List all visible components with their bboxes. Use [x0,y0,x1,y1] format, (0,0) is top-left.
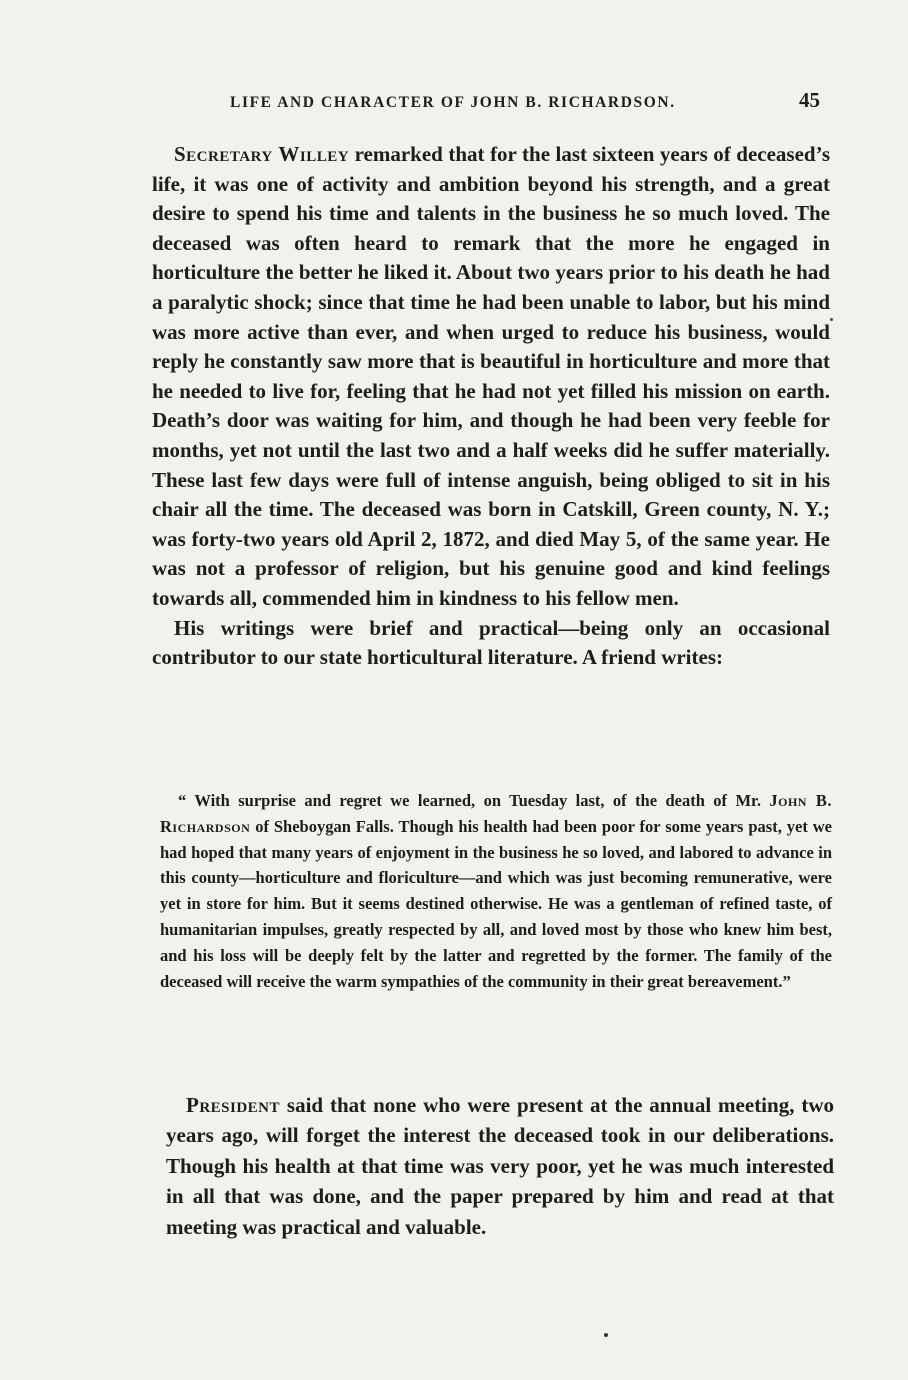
paragraph-writings: His writings were brief and practical—being only an occasional contributor to our state horticultural literature. A friend writes: [152,615,830,670]
quote-part-2: of Sheboygan Falls. Though his health had been poor for some years past, yet we had hoped that many years of enjoyment in the business he so loved, and labored to advance in this county—horticulture and floriculture—and which was just becoming remunerative, were yet in store for him. But it seems destined otherwise. He was a gentleman of refined taste, of humanitarian impulses, greatly respected by all, and loved most by those who knew him best, and his loss will be deeply felt by the latter and regretted by the former. The family of the deceased will receive the warm sympathies of the community in their great bereavement.” [160,816,832,991]
ink-speck [830,318,833,321]
paragraph-willey-text: remarked that for the last sixteen years of deceased’s life, it was one of activity and ambition beyond his strength, and a great desire to spend his time and talents in the business he so much loved. The deceased was often heard to remark that the more he engaged in horticulture the better he liked it. About two years prior to his death he had a paralytic shock; since that time he had been unable to labor, but his mind was more active than ever, and when urged to reduce his business, would reply he constantly saw more that is beautiful in horticulture and more that he needed to live for, feeling that he had not yet filled his mission on earth. Death’s door was waiting for him, and though he had been very feeble for months, yet not until the last two and a half weeks did he suffer materially. These last few days were full of intense anguish, being obliged to sit in his chair all the time. The deceased was born in Catskill, Green county, N. Y.; was forty-two years old April 2, 1872, and died May 5, of the same year. He was not a professor of religion, but his genuine good and kind feelings towards all, commended him in kindness to his fellow men. [152,142,830,610]
page-number: 45 [799,88,820,112]
quote-name: John B. Richardson [160,791,832,836]
body-text [152,140,830,673]
paragraph-president [166,1090,834,1242]
body-text-continued [166,1090,834,1242]
speaker-willey: Secretary Willey [174,142,350,166]
paragraph-president-text: said that none who were present at the annual meeting, two years ago, will forget the interest the deceased took in our deliberations. Though his health at that time was very poor, yet he was much interested in all that was done, and the paper prepared by him and read at that meeting was practical and valuable. [166,1093,834,1239]
paragraph-willey [152,140,830,614]
running-title: LIFE AND CHARACTER OF JOHN B. RICHARDSON. [230,94,676,111]
speaker-president: President [186,1093,281,1117]
quote-part-1: “ With surprise and regret we learned, on Tuesday last, of the death of Mr. [178,791,770,810]
running-head [150,88,840,118]
block-quote [160,788,832,994]
ink-speck [604,1333,608,1337]
